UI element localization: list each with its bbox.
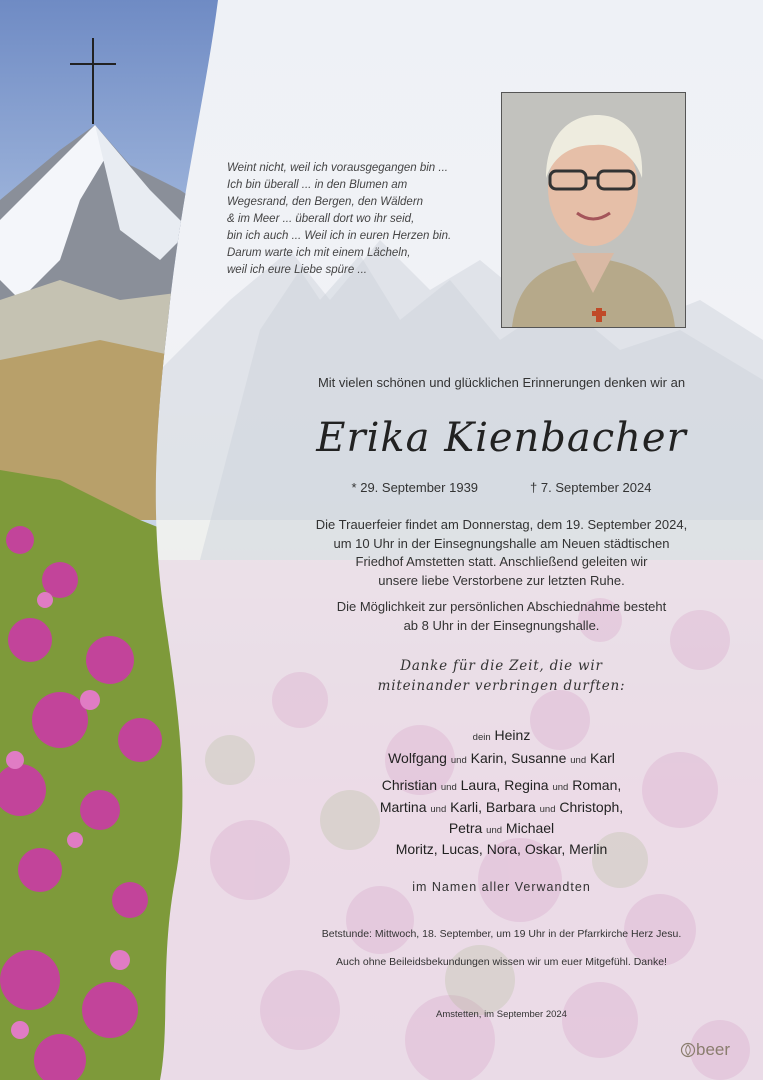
relatives-note: im Namen aller Verwandten	[412, 880, 591, 894]
condolences-note: Auch ohne Beileidsbekundungen wissen wir um euer Mitgefühl. Danke!	[336, 956, 667, 968]
family-spouse: dein Heinz	[472, 727, 531, 743]
ceremony-line: Die Trauerfeier findet am Donnerstag, dem 19. September 2024,	[315, 517, 688, 532]
farewell-paragraph	[240, 598, 763, 635]
thanks-text	[240, 656, 763, 696]
family-great-grandchildren: Moritz, Lucas, Nora, Oskar, Merlin	[395, 841, 608, 857]
family-grandchildren: Christian und Laura, Regina und Roman, Martina und Karli, Barbara und Christoph, Petra und Michael	[379, 777, 624, 836]
thanks-line: miteinander verbringen durften:	[377, 678, 626, 694]
funeral-home-logo	[680, 1040, 730, 1060]
poem-line: Weint nicht, weil ich vorausgegangen bin ...	[227, 162, 448, 174]
ceremony-line: unsere liebe Verstorbene zur letzten Ruhe.	[378, 572, 625, 588]
poem-line: Darum warte ich mit einem Lächeln,	[227, 247, 411, 259]
flower-logo-icon	[680, 1042, 696, 1058]
poem-line: Ich bin überall ... in den Blumen am	[227, 179, 408, 191]
family-children: Wolfgang und Karin, Susanne und Karl	[388, 750, 615, 766]
farewell-line: ab 8 Uhr in der Einsegnungshalle.	[403, 617, 600, 633]
ceremony-info	[240, 516, 763, 643]
birth-date: * 29. September 1939	[351, 480, 479, 495]
prayer-hour: Betstunde: Mittwoch, 18. September, um 19 Uhr in der Pfarrkirche Herz Jesu.	[321, 928, 682, 940]
ceremony-line: um 10 Uhr in der Einsegnungshalle am Neuen städtischen	[333, 535, 670, 551]
poem-line: & im Meer ... überall dort wo ihr seid,	[227, 213, 415, 225]
thanks-line: Danke für die Zeit, die wir	[400, 658, 603, 674]
poem-line: weil ich eure Liebe spüre ...	[227, 264, 367, 276]
life-dates	[240, 480, 763, 495]
ceremony-line: Friedhof Amstetten statt. Anschließend geleiten wir	[355, 554, 648, 569]
poem	[227, 160, 497, 279]
poem-line: bin ich auch ... Weil ich in euren Herzen bin.	[227, 230, 452, 242]
portrait-photo	[501, 92, 686, 328]
logo-text: beer	[696, 1040, 731, 1059]
intro-text: Mit vielen schönen und glücklichen Erinnerungen denken wir an	[317, 375, 686, 390]
ceremony-paragraph	[240, 516, 763, 590]
poem-line: Wegesrand, den Bergen, den Wäldern	[227, 196, 424, 208]
place-date: Amstetten, im September 2024	[436, 1009, 567, 1020]
deceased-name: Erika Kienbacher	[316, 415, 687, 461]
farewell-line: Die Möglichkeit zur persönlichen Abschiednahme besteht	[336, 599, 667, 614]
death-date: † 7. September 2024	[530, 480, 652, 495]
